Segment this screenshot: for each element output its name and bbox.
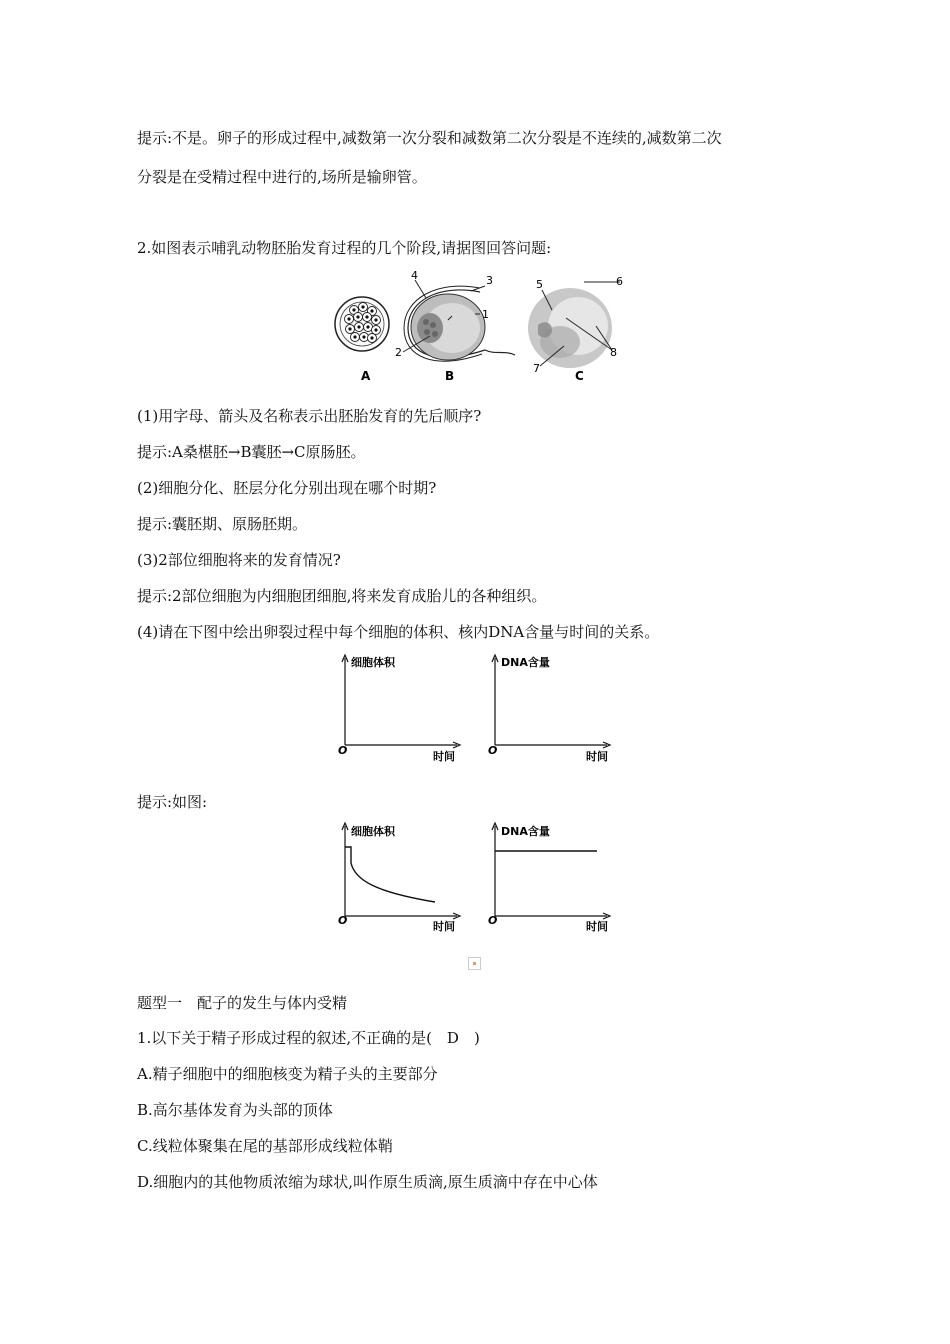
answer-dna-label: DNA含量 — [501, 825, 550, 838]
blank-origin-2: O — [488, 744, 498, 757]
answer-4-intro: 提示:如图: — [137, 793, 208, 811]
label-4: 4 — [411, 270, 418, 282]
label-5: 5 — [536, 278, 543, 291]
answer-1: 提示:A桑椹胚→B囊胚→C原肠胚。 — [137, 443, 366, 461]
image-placeholder-icon — [468, 957, 481, 970]
label-2: 2 — [395, 346, 402, 359]
sub-question-4: (4)请在下图中绘出卵裂过程中每个细胞的体积、核内DNA含量与时间的关系。 — [137, 623, 660, 641]
blank-volume-label: 细胞体积 — [351, 656, 395, 669]
answer-graphs — [335, 818, 625, 938]
answer-3: 提示:2部位细胞为内细胞团细胞,将来发育成胎儿的各种组织。 — [137, 587, 547, 605]
blank-graphs — [335, 650, 625, 765]
embryo-stages-figure — [330, 270, 630, 385]
label-A: A — [361, 369, 371, 383]
answer-volume-label: 细胞体积 — [351, 825, 395, 838]
blank-time-label-1: 时间 — [433, 750, 455, 763]
answer-origin-2: O — [488, 914, 498, 927]
answer-time-label-2: 时间 — [586, 920, 608, 933]
section-title: 题型一 配子的发生与体内受精 — [137, 994, 348, 1012]
label-C: C — [575, 369, 584, 383]
answer-time-label-1: 时间 — [433, 920, 455, 933]
blank-dna-label: DNA含量 — [501, 656, 550, 669]
blastocyst-drawing — [403, 280, 515, 361]
label-6: 6 — [616, 275, 623, 288]
label-1: 1 — [482, 308, 489, 321]
sub-question-1: (1)用字母、箭头及名称表示出胚胎发育的先后顺序? — [137, 407, 482, 425]
option-b: B.高尔基体发育为头部的顶体 — [137, 1101, 333, 1119]
option-d: D.细胞内的其他物质浓缩为球状,叫作原生质滴,原生质滴中存在中心体 — [137, 1173, 598, 1191]
gastrula-drawing — [528, 282, 620, 368]
hint-line-2: 分裂是在受精过程中进行的,场所是输卵管。 — [137, 168, 427, 186]
label-B: B — [445, 369, 455, 383]
label-8: 8 — [610, 346, 617, 359]
question-2-stem: 2.如图表示哺乳动物胚胎发育过程的几个阶段,请据图回答问题: — [137, 239, 552, 257]
blank-origin-1: O — [338, 744, 348, 757]
sub-question-2: (2)细胞分化、胚层分化分别出现在哪个时期? — [137, 479, 437, 497]
answer-2: 提示:囊胚期、原肠胚期。 — [137, 515, 308, 533]
option-c: C.线粒体聚集在尾的基部形成线粒体鞘 — [137, 1137, 393, 1155]
volume-curve — [345, 847, 435, 902]
label-7: 7 — [533, 362, 540, 375]
label-3: 3 — [486, 274, 493, 287]
hint-line-1: 提示:不是。卵子的形成过程中,减数第一次分裂和减数第二次分裂是不连续的,减数第二次 — [137, 129, 722, 147]
sub-question-3: (3)2部位细胞将来的发育情况? — [137, 551, 341, 569]
blank-time-label-2: 时间 — [586, 750, 608, 763]
answer-origin-1: O — [338, 914, 348, 927]
question-1-stem: 1.以下关于精子形成过程的叙述,不正确的是( D ) — [137, 1029, 480, 1047]
morula-drawing — [335, 297, 389, 351]
option-a: A.精子细胞中的细胞核变为精子头的主要部分 — [137, 1065, 438, 1083]
